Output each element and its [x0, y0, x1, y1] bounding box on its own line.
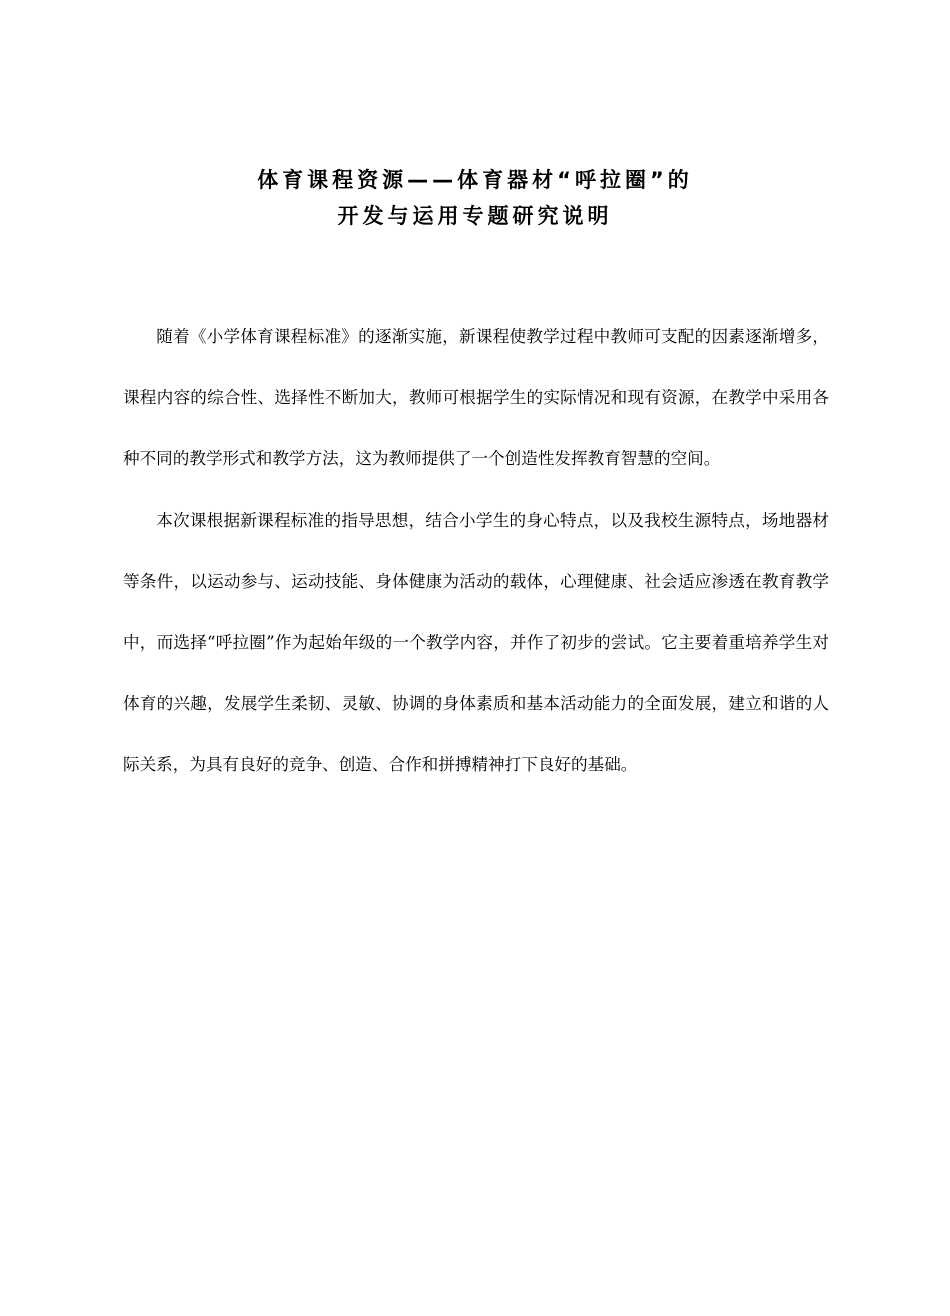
- paragraph-2: 本次课根据新课程标准的指导思想，结合小学生的身心特点，以及我校生源特点，场地器材等条件，以运动参与、运动技能、身体健康为活动的载体，心理健康、社会适应渗透在教育教学中，而选择“呼拉圈”作为起始年级的一个教学内容，并作了初步的尝试。它主要着重培养学生对体育的兴趣，发展学生柔韧、灵敏、协调的身体素质和基本活动能力的全面发展，建立和谐的人际关系，为具有良好的竞争、创造、合作和拼搏精神打下良好的基础。: [123, 510, 829, 775]
- document-title: [0, 162, 950, 234]
- document-body: [123, 306, 829, 796]
- title-line-2: 开发与运用专题研究说明: [337, 204, 613, 228]
- paragraph-1: 随着《小学体育课程标准》的逐渐实施，新课程使教学过程中教师可支配的因素逐渐增多，课程内容的综合性、选择性不断加大，教师可根据学生的实际情况和现有资源，在教学中采用各种不同的教学形式和教学方法，这为教师提供了一个创造性发挥教育智慧的空间。: [123, 327, 829, 469]
- title-line-1: 体育课程资源——体育器材“呼拉圈”的: [257, 168, 693, 192]
